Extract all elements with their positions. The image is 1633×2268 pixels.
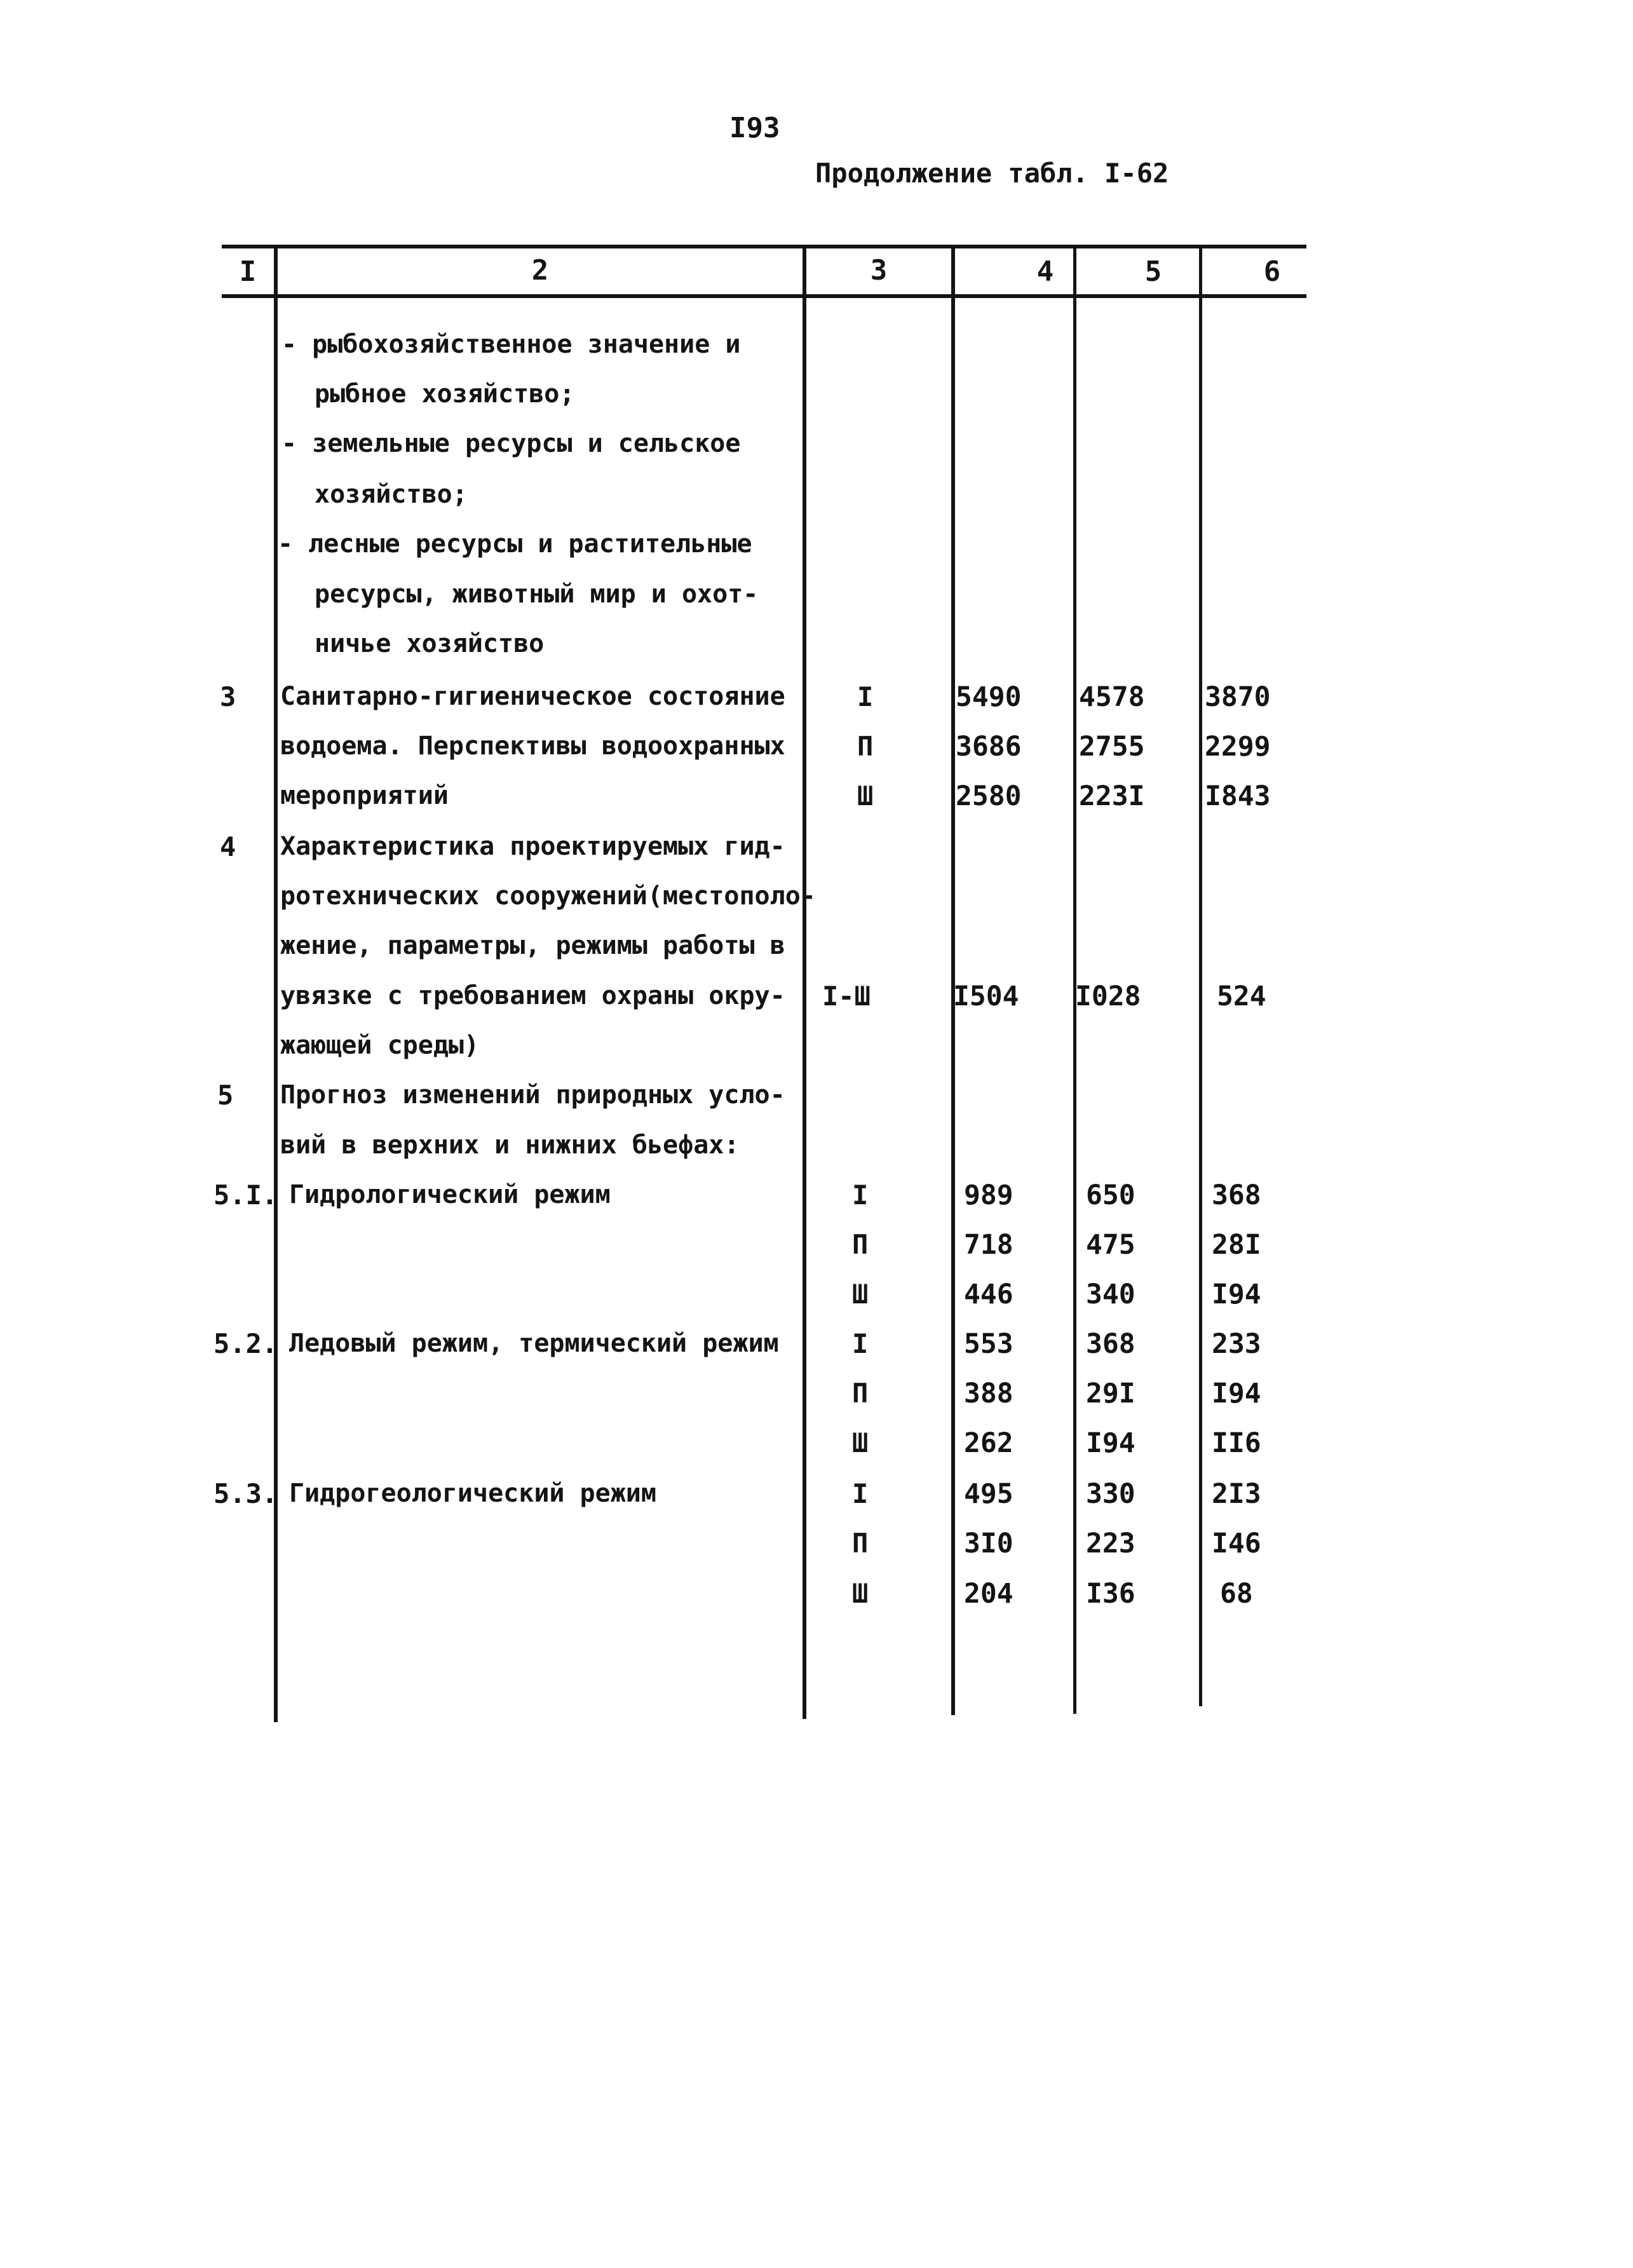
row-number: 5.I. bbox=[213, 1179, 278, 1211]
value-cell: 2299 bbox=[1205, 731, 1271, 763]
category-cell: Ш bbox=[857, 780, 874, 811]
category-cell: Ш bbox=[852, 1578, 869, 1609]
text-line: - земельные ресурсы и сельское bbox=[281, 429, 741, 458]
value-cell: 718 bbox=[964, 1229, 1013, 1261]
text-line: ресурсы, животный мир и охот- bbox=[315, 580, 759, 609]
column-header: 4 bbox=[1036, 255, 1054, 288]
value-cell: 989 bbox=[964, 1179, 1013, 1211]
row-number: 5.3. bbox=[213, 1478, 278, 1509]
row-number: 4 bbox=[220, 831, 236, 862]
value-cell: 650 bbox=[1086, 1179, 1135, 1211]
row-number: 5.2. bbox=[213, 1328, 278, 1359]
column-header: 2 bbox=[531, 254, 549, 287]
row-number: 5 bbox=[217, 1080, 234, 1111]
category-cell: I bbox=[852, 1179, 869, 1211]
category-cell: I bbox=[857, 681, 874, 712]
value-cell: 330 bbox=[1086, 1478, 1135, 1510]
value-cell: 262 bbox=[964, 1427, 1013, 1459]
value-cell: 3686 bbox=[956, 731, 1022, 763]
value-cell: 3I0 bbox=[964, 1528, 1013, 1559]
value-cell: I94 bbox=[1212, 1378, 1261, 1409]
value-cell: I94 bbox=[1212, 1279, 1261, 1310]
category-cell: П bbox=[852, 1528, 869, 1559]
text-line: водоема. Перспективы водоохранных bbox=[280, 731, 785, 761]
text-line: Гидрогеологический режим bbox=[289, 1479, 656, 1508]
text-line: увязке с требованием охраны окру- bbox=[280, 981, 785, 1010]
value-cell: 553 bbox=[964, 1328, 1013, 1360]
value-cell: I94 bbox=[1086, 1427, 1135, 1459]
column-divider bbox=[951, 245, 955, 1715]
text-line: Гидрологический режим bbox=[289, 1180, 611, 1209]
value-cell: II6 bbox=[1212, 1427, 1261, 1459]
category-cell: П bbox=[852, 1229, 869, 1260]
text-line: - лесные ресурсы и растительные bbox=[278, 529, 752, 559]
row-number: 3 bbox=[220, 681, 236, 712]
column-header: 5 bbox=[1144, 255, 1162, 288]
text-line: хозяйство; bbox=[315, 480, 468, 509]
category-cell: П bbox=[857, 731, 874, 762]
value-cell: I504 bbox=[953, 981, 1019, 1012]
text-line: ничье хозяйство bbox=[315, 629, 545, 658]
value-cell: 223 bbox=[1086, 1528, 1135, 1559]
category-cell: I-Ш bbox=[822, 981, 871, 1012]
value-cell: 475 bbox=[1086, 1229, 1135, 1261]
text-line: Характеристика проектируемых гид- bbox=[280, 832, 785, 861]
value-cell: 29I bbox=[1086, 1378, 1135, 1409]
value-cell: 368 bbox=[1212, 1179, 1261, 1211]
value-cell: 2I3 bbox=[1212, 1478, 1261, 1510]
value-cell: 204 bbox=[964, 1578, 1013, 1610]
value-cell: 233 bbox=[1212, 1328, 1261, 1360]
value-cell: 495 bbox=[964, 1478, 1013, 1510]
text-line: вий в верхних и нижних бьефах: bbox=[280, 1131, 740, 1160]
column-divider bbox=[803, 245, 806, 1719]
text-line: рыбное хозяйство; bbox=[315, 379, 575, 409]
table-header-rule bbox=[222, 294, 1306, 298]
value-cell: 340 bbox=[1086, 1279, 1135, 1310]
text-line: Ледовый режим, термический режим bbox=[289, 1329, 779, 1358]
category-cell: Ш bbox=[852, 1427, 869, 1458]
value-cell: I36 bbox=[1086, 1578, 1135, 1610]
text-line: жающей среды) bbox=[280, 1031, 480, 1060]
value-cell: 3870 bbox=[1205, 681, 1271, 713]
column-divider bbox=[1199, 245, 1202, 1706]
category-cell: I bbox=[852, 1328, 869, 1359]
table-top-rule bbox=[222, 245, 1306, 248]
value-cell: 446 bbox=[964, 1279, 1013, 1310]
page-number: I93 bbox=[729, 112, 780, 144]
value-cell: 388 bbox=[964, 1378, 1013, 1409]
category-cell: Ш bbox=[852, 1279, 869, 1310]
column-divider bbox=[1073, 245, 1076, 1714]
value-cell: 28I bbox=[1212, 1229, 1261, 1261]
column-header: 3 bbox=[870, 254, 888, 287]
category-cell: I bbox=[852, 1478, 869, 1509]
value-cell: I46 bbox=[1212, 1528, 1261, 1559]
text-line: - рыбохозяйственное значение и bbox=[281, 330, 741, 359]
column-header: 6 bbox=[1263, 255, 1281, 288]
table-caption: Продолжение табл. I-62 bbox=[815, 158, 1169, 189]
value-cell: 368 bbox=[1086, 1328, 1135, 1360]
value-cell: 5490 bbox=[956, 681, 1022, 713]
value-cell: 2755 bbox=[1079, 731, 1145, 763]
text-line: жение, параметры, режимы работы в bbox=[280, 931, 785, 960]
value-cell: 68 bbox=[1220, 1578, 1253, 1610]
category-cell: П bbox=[852, 1378, 869, 1409]
column-header: I bbox=[239, 255, 257, 288]
value-cell: 2580 bbox=[956, 780, 1022, 812]
value-cell: 223I bbox=[1079, 780, 1145, 812]
text-line: ротехнических сооружений(местополо- bbox=[280, 881, 816, 911]
text-line: мероприятий bbox=[280, 781, 449, 810]
value-cell: 4578 bbox=[1079, 681, 1145, 713]
value-cell: 524 bbox=[1217, 981, 1266, 1012]
value-cell: I028 bbox=[1075, 981, 1141, 1012]
value-cell: I843 bbox=[1205, 780, 1271, 812]
text-line: Прогноз изменений природных усло- bbox=[280, 1080, 785, 1110]
text-line: Санитарно-гигиеническое состояние bbox=[280, 682, 785, 711]
